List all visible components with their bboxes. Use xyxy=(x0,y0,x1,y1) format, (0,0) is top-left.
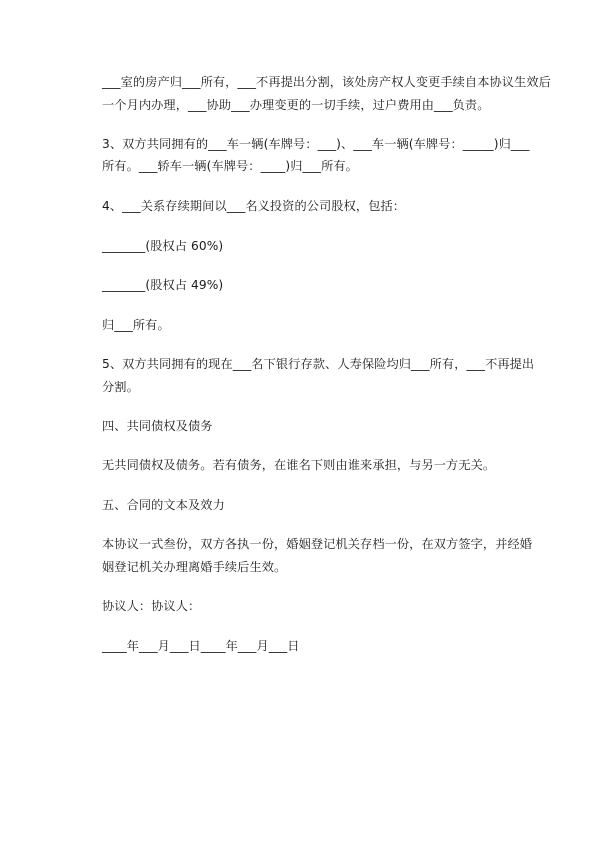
property-clause-line-2: 一个月内办理，___协助___办理变更的一切手续，过户费用由___负责。 xyxy=(102,98,490,112)
section-heading-validity: 五、合同的文本及效力 xyxy=(102,498,225,512)
deposit-clause-line-2: 分割。 xyxy=(102,380,139,394)
deposit-clause-line-1: 5、双方共同拥有的现在___名下银行存款、人寿保险均归___所有，___不再提出 xyxy=(102,357,535,371)
equity-clause-intro: 4、___关系存续期间以___名义投资的公司股权，包括： xyxy=(102,199,406,213)
signatories-line: 协议人：协议人： xyxy=(102,599,201,613)
debts-clause: 无共同债权及债务。若有债务，在谁名下则由谁来承担，与另一方无关。 xyxy=(102,458,496,472)
equity-item-60: _______(股权占 60%) xyxy=(102,239,224,253)
property-clause-line-1: ___室的房产归___所有，___不再提出分割，该处房产权人变更手续自本协议生效后 xyxy=(102,75,551,89)
signature-date-line: ____年___月___日____年___月___日 xyxy=(102,639,300,653)
equity-ownership-line: 归___所有。 xyxy=(102,318,170,332)
section-heading-debts: 四、共同债权及债务 xyxy=(102,419,213,433)
vehicle-clause-line-1: 3、双方共同拥有的___车一辆(车牌号：___)、___车一辆(车牌号：_____)归___ xyxy=(102,137,530,151)
equity-item-49: _______(股权占 49%) xyxy=(102,278,224,292)
validity-clause-line-2: 姻登记机关办理离婚手续后生效。 xyxy=(102,560,287,574)
validity-clause-line-1: 本协议一式叁份，双方各执一份，婚姻登记机关存档一份，在双方签字，并经婚 xyxy=(102,537,533,551)
vehicle-clause-line-2: 所有。___轿车一辆(车牌号：____)归___所有。 xyxy=(102,159,358,173)
